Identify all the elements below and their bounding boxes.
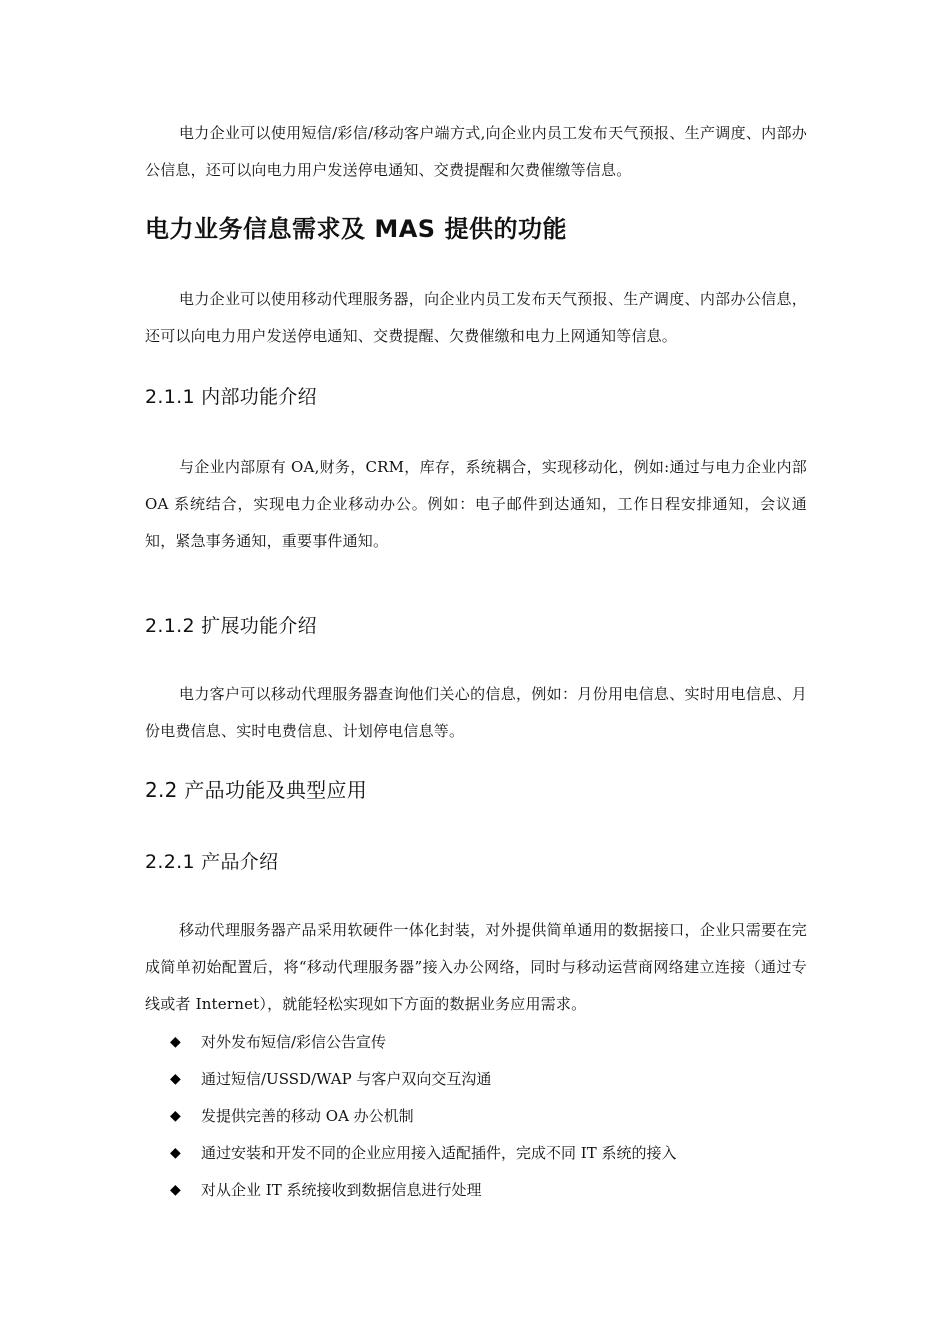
list-item-text: 对从企业 IT 系统接收到数据信息进行处理 [201, 1181, 482, 1199]
diamond-bullet-icon: ◆ [170, 1145, 181, 1161]
diamond-bullet-icon: ◆ [170, 1034, 181, 1050]
internal-function-paragraph: 与企业内部原有 OA,财务，CRM，库存，系统耦合，实现移动化，例如:通过与电力企业内部 OA 系统结合，实现电力企业移动办公。例如：电子邮件到达通知，工作日程安排通知，会议通知，紧急事务通知，重要事件通知。 [145, 458, 807, 550]
list-item-text: 对外发布短信/彩信公告宣传 [201, 1033, 387, 1051]
heading-2-1-1: 2.1.1 内部功能介绍 [145, 386, 317, 408]
list-item-text: 发提供完善的移动 OA 办公机制 [201, 1107, 414, 1125]
diamond-bullet-icon: ◆ [170, 1108, 181, 1124]
diamond-bullet-icon: ◆ [170, 1071, 181, 1087]
list-item [145, 1098, 807, 1135]
heading-2-2-1: 2.2.1 产品介绍 [145, 851, 279, 873]
list-item-text: 通过短信/USSD/WAP 与客户双向交互沟通 [201, 1070, 492, 1088]
list-item [145, 1135, 807, 1172]
list-item [145, 1061, 807, 1098]
heading-2-2: 2.2 产品功能及典型应用 [145, 778, 368, 802]
heading-2-1-2: 2.1.2 扩展功能介绍 [145, 615, 317, 637]
section-heading-mas: 电力业务信息需求及 MAS 提供的功能 [145, 215, 567, 243]
product-intro-paragraph: 移动代理服务器产品采用软硬件一体化封装，对外提供简单通用的数据接口，企业只需要在完成简单初始配置后，将“移动代理服务器”接入办公网络，同时与移动运营商网络建立连接（通过专线或者 Internet），就能轻松实现如下方面的数据业务应用需求。 [145, 921, 807, 1013]
mas-paragraph: 电力企业可以使用移动代理服务器，向企业内员工发布天气预报、生产调度、内部办公信息，还可以向电力用户发送停电通知、交费提醒、欠费催缴和电力上网通知等信息。 [145, 290, 807, 345]
extended-function-paragraph: 电力客户可以移动代理服务器查询他们关心的信息，例如：月份用电信息、实时用电信息、月份电费信息、实时电费信息、计划停电信息等。 [145, 685, 807, 740]
list-item-text: 通过安装和开发不同的企业应用接入适配插件，完成不同 IT 系统的接入 [201, 1144, 677, 1162]
feature-bullet-list [145, 1024, 807, 1209]
diamond-bullet-icon: ◆ [170, 1182, 181, 1198]
list-item [145, 1172, 807, 1209]
intro-paragraph: 电力企业可以使用短信/彩信/移动客户端方式,向企业内员工发布天气预报、生产调度、内部办公信息，还可以向电力用户发送停电通知、交费提醒和欠费催缴等信息。 [145, 124, 807, 179]
list-item [145, 1024, 807, 1061]
